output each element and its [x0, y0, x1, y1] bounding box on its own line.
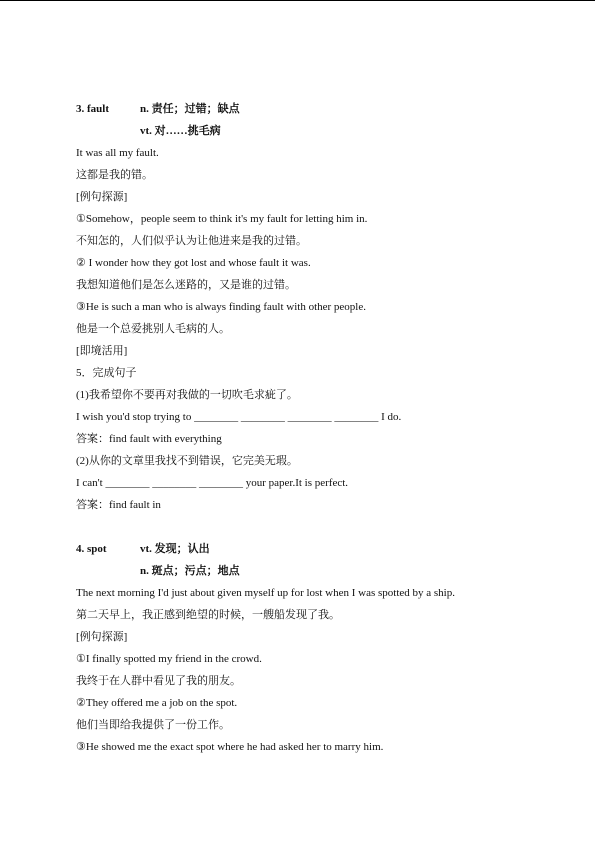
exercise-title: 5．完成句子 — [76, 367, 137, 379]
section-label-example-origin: [例句探源] — [76, 191, 128, 203]
sense-spot-verb: vt. 发现；认出 — [140, 543, 210, 555]
exercise-prompt: (1)我希望你不要再对我做的一切吹毛求疵了。 — [76, 389, 298, 401]
example-sentence: It was all my fault. — [76, 147, 159, 159]
example-sentence: ①Somehow，people seem to think it's my fault for letting him in. — [76, 213, 368, 225]
example-sentence: ①I finally spotted my friend in the crowd. — [76, 653, 262, 665]
headword-spot: 4. spot — [76, 543, 107, 555]
example-translation: 他们当即给我提供了一份工作。 — [76, 719, 230, 731]
exercise-answer: 答案：find fault in — [76, 499, 161, 511]
exercise-blank-sentence: I can't ________ ________ ________ your paper.It is perfect. — [76, 477, 349, 489]
entry-spot — [76, 538, 536, 758]
headword-fault: 3. fault — [76, 103, 109, 115]
exercise-prompt: (2)从你的文章里我找不到错误，它完美无瑕。 — [76, 455, 298, 467]
page-top-rule — [0, 0, 595, 1]
headword-line-fault — [76, 98, 536, 120]
exercise-blank-sentence: I wish you'd stop trying to ________ ________ ________ ________ I do. — [76, 411, 402, 423]
sense-fault-verb: vt. 对……挑毛病 — [140, 125, 221, 137]
example-translation: 他是一个总爱挑别人毛病的人。 — [76, 323, 230, 335]
example-translation: 这都是我的错。 — [76, 169, 153, 181]
section-gap — [76, 516, 536, 538]
example-sentence: ③He showed me the exact spot where he had asked her to marry him. — [76, 741, 384, 753]
document-page — [76, 98, 536, 758]
example-translation: 第二天早上，我正感到绝望的时候，一艘船发现了我。 — [76, 609, 340, 621]
example-translation: 我想知道他们是怎么迷路的，又是谁的过错。 — [76, 279, 296, 291]
sense-line-fault-verb — [76, 120, 536, 142]
sense-spot-noun: n. 斑点；污点；地点 — [140, 565, 240, 577]
example-translation: 不知怎的，人们似乎认为让他进来是我的过错。 — [76, 235, 307, 247]
example-sentence: ②They offered me a job on the spot. — [76, 697, 238, 709]
entry-fault — [76, 98, 536, 516]
section-label-practice: [即境活用] — [76, 345, 128, 357]
sense-fault-noun: n. 责任；过错；缺点 — [140, 103, 240, 115]
example-sentence: The next morning I'd just about given myself up for lost when I was spotted by a ship. — [76, 587, 455, 599]
section-label-example-origin: [例句探源] — [76, 631, 128, 643]
headword-line-spot — [76, 538, 536, 560]
exercise-answer: 答案：find fault with everything — [76, 433, 222, 445]
example-sentence: ③He is such a man who is always finding fault with other people. — [76, 301, 366, 313]
example-sentence: ② I wonder how they got lost and whose fault it was. — [76, 257, 311, 269]
example-translation: 我终于在人群中看见了我的朋友。 — [76, 675, 241, 687]
sense-line-spot-noun — [76, 560, 536, 582]
